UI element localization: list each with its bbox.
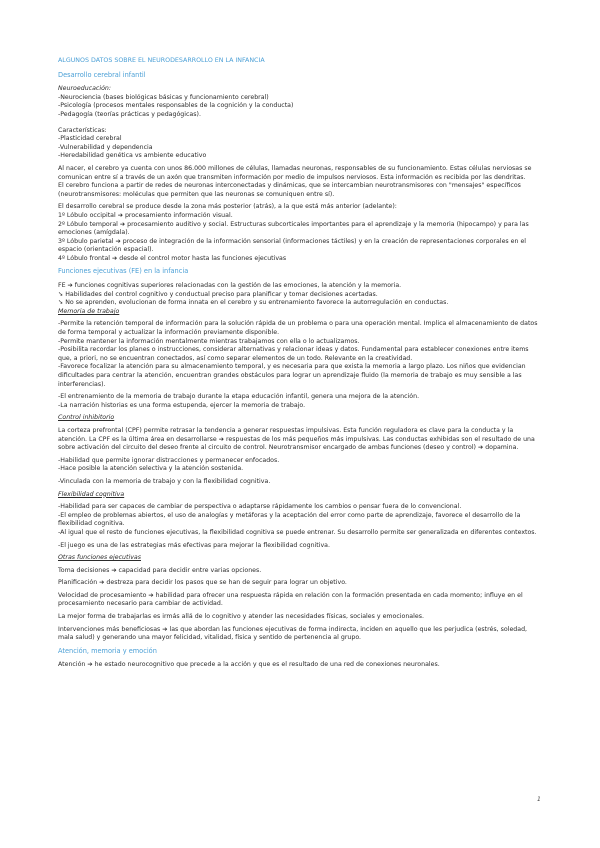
list-item: -La narración historias es una forma estupenda, ejercer la memoria de trabajo.: [58, 401, 306, 409]
fe-item: ➘ Habilidades del control cognitivo y conductual preciso para planificar y tomar decisiones acertadas.: [58, 290, 378, 298]
list-item: -Al igual que el resto de funciones ejecutivas, la flexibilidad cognitiva se puede entrenar. Su desarrollo permite ser generalizada en diferentes contextos.: [58, 528, 537, 536]
list-item: -Pedagogía (teorías prácticas y pedagógicas).: [58, 110, 201, 118]
list-item: -Heredabilidad genética vs ambiente educativo: [58, 152, 207, 160]
list-item: -Plasticidad cerebral: [58, 135, 122, 143]
paragraph-neuronas: Al nacer, el cerebro ya cuenta con unos 86.000 millones de células, llamadas neuronas, responsables de su funcionamiento. Estas células nerviosas se comunican entre sí a través de un axón que transmiten información por medio de impulsos nerviosos. Esta información es recibida por las dendritas.: [58, 164, 532, 181]
list-item: -Favorece focalizar la atención para su almacenamiento temporal, y es necesaria para que exista la memoria a largo plazo. Los niños que evidencian dificultades para centrar la atención, encuentran grandes obstáculos para lograr un aprendizaje fluido (la memoria de trabajo es muy sensible a las interferencias).: [58, 363, 526, 388]
section-heading-atencion: Atención, memoria y emoción: [58, 646, 157, 655]
lobe-item: 2º Lóbulo temporal ➔ procesamiento auditivo y social. Estructuras subcorticales importantes para el aprendizaje y la memoria (hipocampo) y para las emociones (amígdala).: [58, 220, 529, 237]
list-item: -Vulnerabilidad y dependencia: [58, 143, 153, 151]
caracteristicas-label: Características:: [58, 126, 107, 134]
fe-item: ➘ No se aprenden, evolucionan de forma innata en el cerebro y su entrenamiento favorece la autorregulación en conductas.: [58, 299, 449, 307]
otras-item: Planificación ➔ destreza para decidir los pasos que se han de seguir para lograr un objetivo.: [58, 579, 347, 587]
document-title: ALGUNOS DATOS SOBRE EL NEURODESARROLLO EN LA INFANCIA: [58, 57, 265, 64]
flexibilidad-label: Flexibilidad cognitiva: [58, 490, 125, 498]
document-page: [58, 57, 544, 670]
paragraph-inhibitorio: La corteza prefrontal (CPF) permite retrasar la tendencia a generar respuestas impulsivas. Esta función reguladora es clave para la conducta y la atención. La CPF es la última área en desarrollarse ➔ respuestas de los más pequeños más impulsivas. Las conductas exhibidas son el resultado de una sobre activación del circuito del deseo frente al circuito de control. Neurotransmisor encargado de ambas funciones (deseo y control) ➔ dopamina.: [58, 426, 535, 452]
otras-item: La mejor forma de trabajarlas es irmás allá de lo cognitivo y atender las necesidades físicas, sociales y emocionales.: [58, 613, 424, 621]
otras-item: Velocidad de procesamiento ➔ habilidad para ofrecer una respuesta rápida en relación con la formación presentada en cada momento; influye en el procesamiento necesario para cambiar de actividad.: [58, 591, 523, 608]
list-item: -Permite la retención temporal de información para la solución rápida de un problema o para una operación mental. Implica el almacenamiento de datos de forma temporal y actualizar la información previamente disponible.: [58, 320, 538, 337]
fe-item: FE ➔ funciones cognitivas superiores relacionadas con la gestión de las emociones, la atención y la memoria.: [58, 282, 402, 290]
list-item: -Posibilita recordar los planes o instrucciones, considerar alternativas y relacionar ideas y datos. Fundamental para establecer conexiones entre items que, a priori, no se encuentran conectados, así como separar elementos de un todo. Relevante en la creatividad.: [58, 346, 529, 362]
lobe-item: 1º Lóbulo occipital ➔ procesamiento información visual.: [58, 211, 233, 219]
list-item: -Neurociencia (bases biológicas básicas y funcionamiento cerebral): [58, 93, 269, 101]
page-number: 1: [537, 796, 541, 803]
section-heading-funciones: Funciones ejecutivas (FE) en la infancia: [58, 267, 189, 276]
paragraph-redes: El cerebro funciona a partir de redes de neuronas interconectadas y dinámicas, que se intercambian neurotransmisores con "mensajes" específicos (neurotransmisores: moléculas que permiten que las neuronas se comuniquen entre sí).: [58, 182, 521, 198]
lobe-item: 3º Lóbulo parietal ➔ proceso de integración de la información sensorial (informaciones táctiles) y en la creación de representaciones corporales en el espacio (orientación espacial).: [58, 237, 527, 254]
section-heading-desarrollo: Desarrollo cerebral infantil: [58, 70, 146, 79]
list-item: -Habilidad que permite ignorar distracciones y permanecer enfocados.: [58, 456, 280, 464]
inhibitorio-label: Control inhibitorio: [58, 414, 115, 422]
otras-label: Otras funciones ejecutivas: [58, 554, 141, 562]
list-item: -Psicología (procesos mentales responsables de la cognición y la conducta): [58, 102, 294, 110]
lobe-item: 4º Lóbulo frontal ➔ desde el control motor hasta las funciones ejecutivas: [58, 254, 287, 262]
list-item: -El entrenamiento de la memoria de trabajo durante la etapa educación infantil, genera una mejora de la atención.: [58, 393, 420, 401]
list-item: -Vinculada con la memoria de trabajo y con la flexibilidad cognitiva.: [58, 477, 271, 485]
otras-item: Toma decisiones ➔ capacidad para decidir entre varias opciones.: [58, 566, 262, 574]
otras-item: Intervenciones más beneficiosas ➔ las que abordan las funciones ejecutivas de forma indirecta, inciden en aquello que les perjudica (estrés, soledad, mala salud) y generando una mayor felicidad, vitalidad, física y sentido de pertenencia al grupo.: [58, 625, 528, 642]
list-item: -Habilidad para ser capaces de cambiar de perspectiva o adaptarse rápidamente los cambios o pensar fuera de lo convencional.: [58, 503, 462, 511]
list-item: -El juego es una de las estrategias más efectivas para mejorar la flexibilidad cognitiva.: [58, 541, 331, 549]
neuroeducacion-label: Neuroeducación:: [58, 85, 111, 93]
list-item: -Hace posible la atención selectiva y la atención sostenida.: [58, 465, 244, 473]
paragraph-atencion: Atención ➔ he estado neurocognitivo que precede a la acción y que es el resultado de una red de conexiones neuronales.: [58, 661, 440, 669]
paragraph-desarrollo: El desarrollo cerebral se produce desde la zona más posterior (atrás), a la que está más anterior (adelante):: [58, 203, 397, 211]
memoria-label: Memoria de trabajo: [58, 307, 120, 315]
list-item: -Permite mantener la información mentalmente mientras trabajamos con ella o lo actualizamos.: [58, 337, 360, 345]
list-item: -El empleo de problemas abiertos, el uso de analogías y metáforas y la aceptación del error como parte de aprendizaje, favorece el desarrollo de la flexibilidad cognitiva.: [58, 511, 521, 528]
